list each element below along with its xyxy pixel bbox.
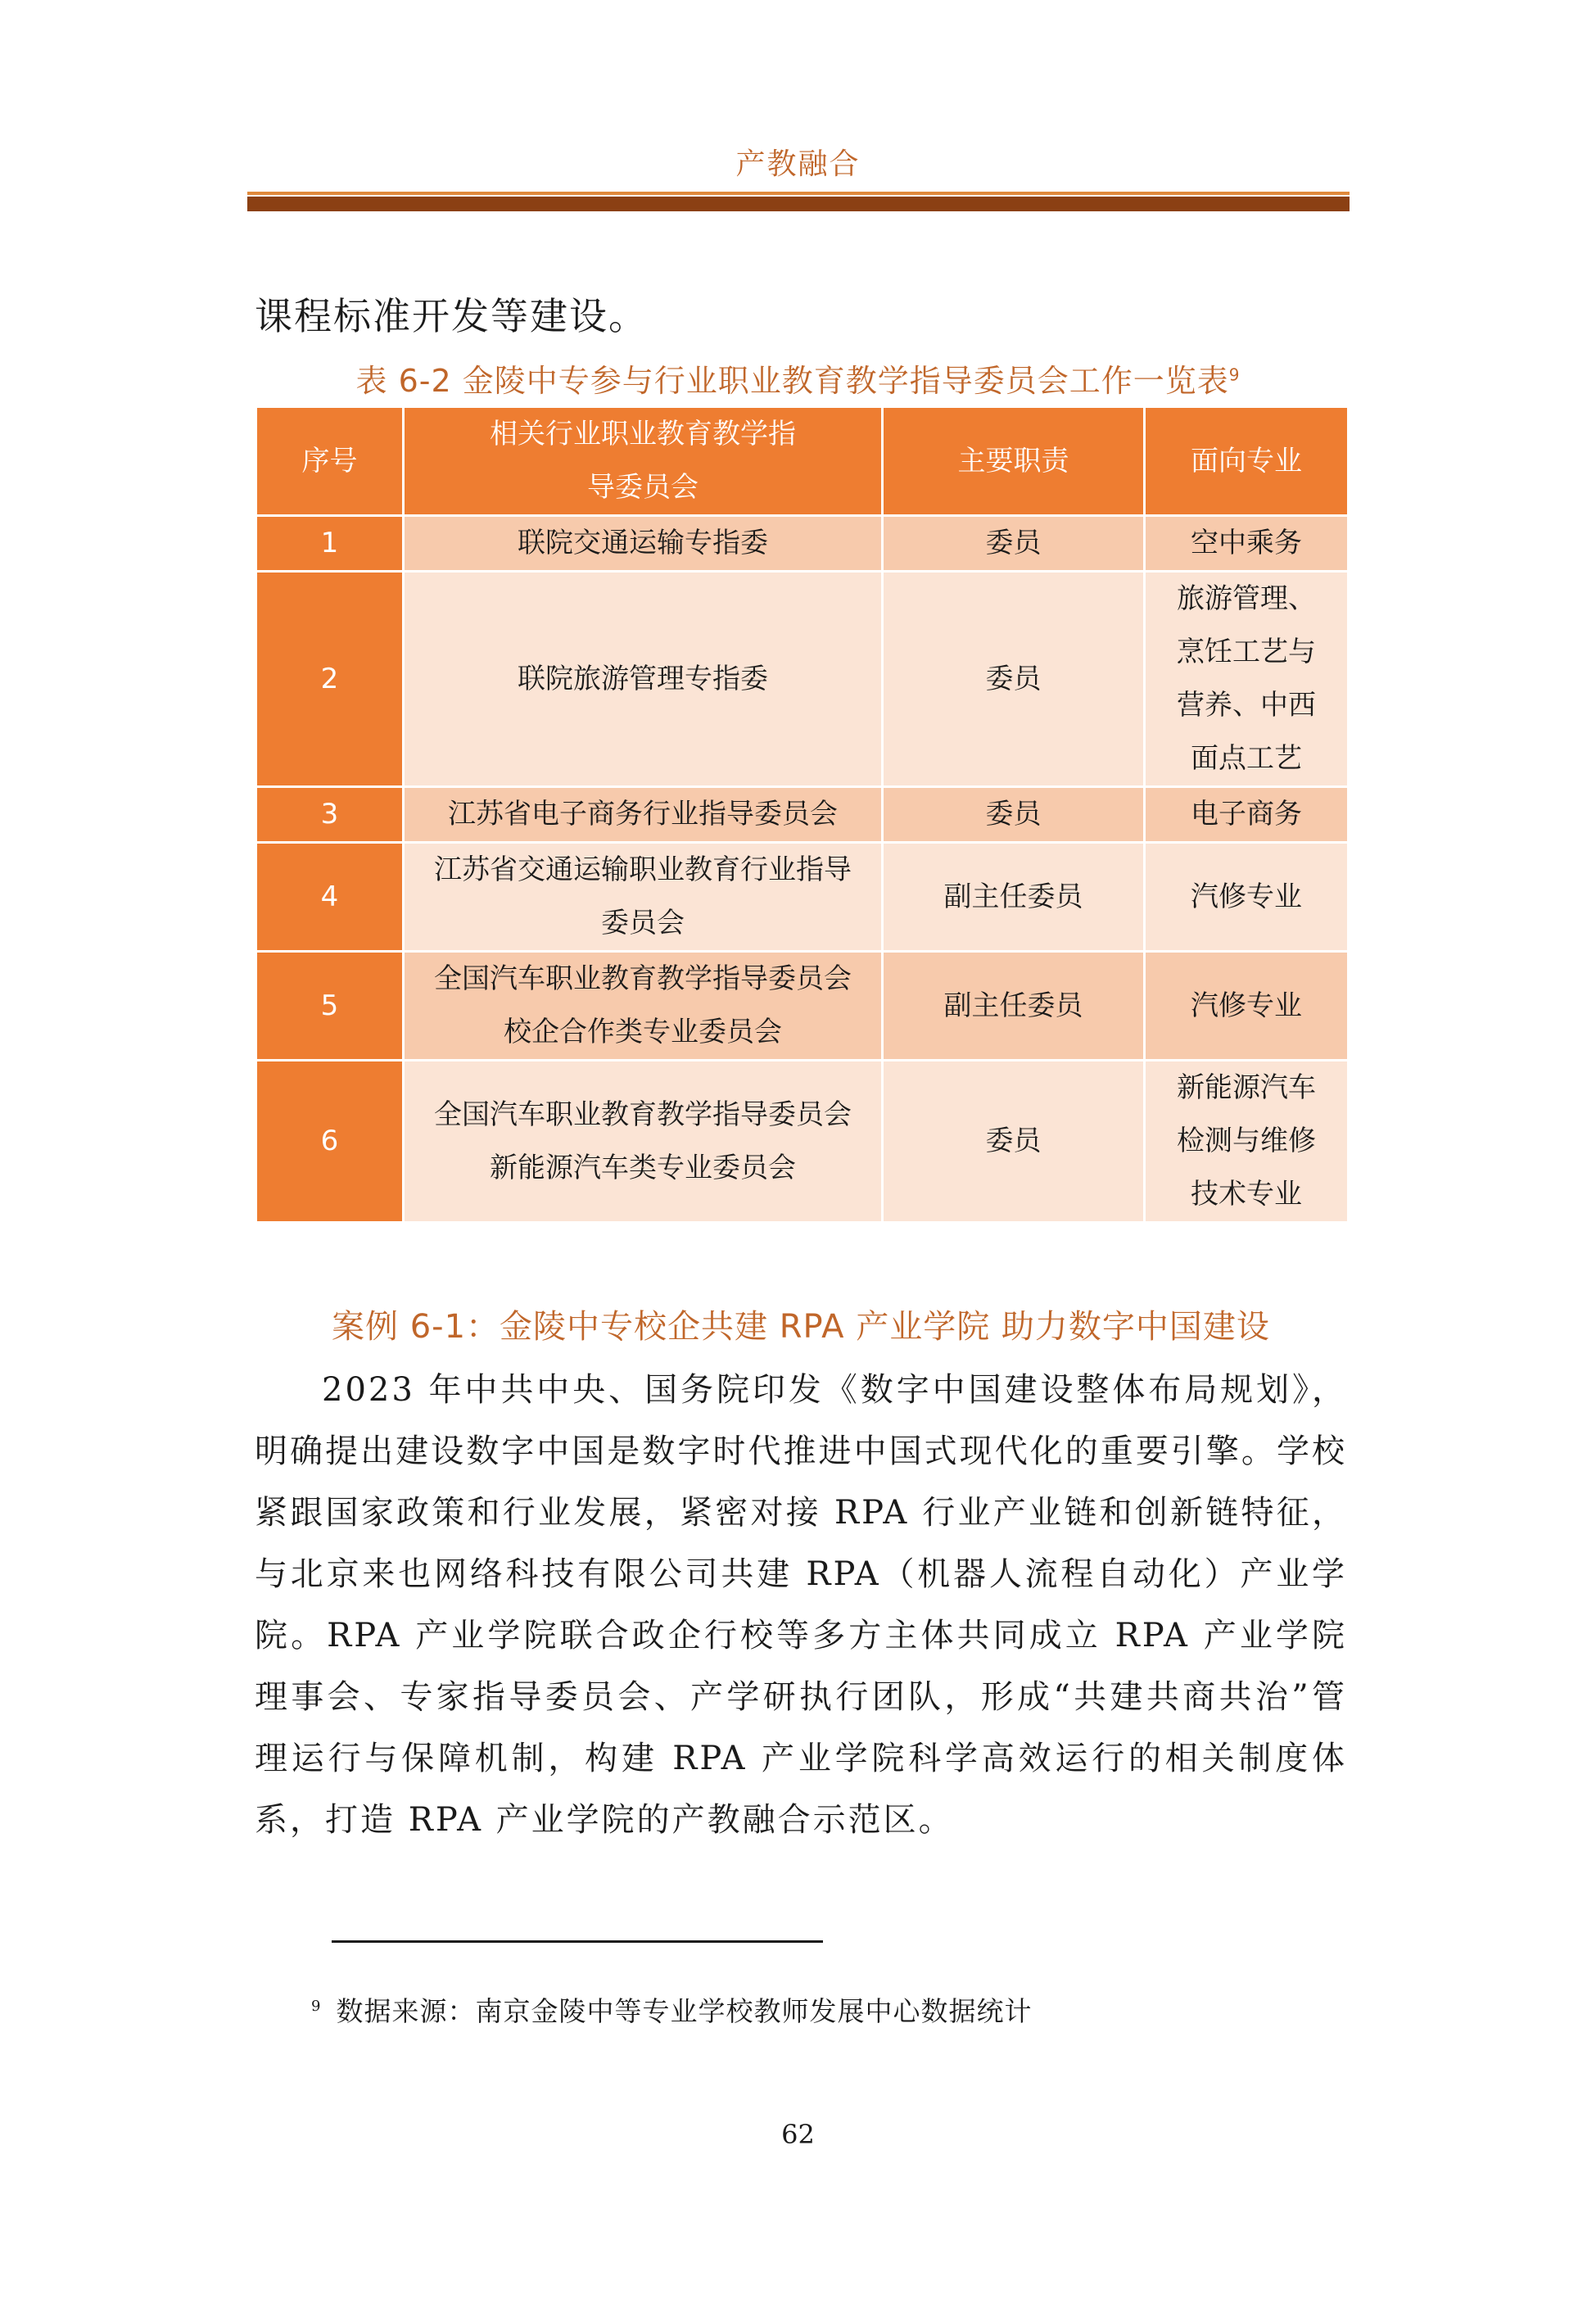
page-number: 62 (781, 2119, 815, 2150)
col-header-committee: 相关行业职业教育教学指导委员会 (404, 407, 883, 516)
row-committee: 全国汽车职业教育教学指导委员会校企合作类专业委员会 (404, 952, 883, 1061)
col-header-major: 面向专业 (1145, 407, 1349, 516)
table-row (256, 843, 1349, 952)
header-rule-thick (247, 197, 1350, 211)
row-major: 电子商务 (1145, 787, 1349, 843)
row-no: 2 (256, 572, 404, 787)
table-caption-text: 表 6-2 金陵中专参与行业职业教育教学指导委员会工作一览表 (355, 363, 1229, 399)
table-row (256, 787, 1349, 843)
row-major: 旅游管理、烹饪工艺与营养、中西面点工艺 (1145, 572, 1349, 787)
table-row (256, 952, 1349, 1061)
table-row (256, 516, 1349, 572)
row-role: 副主任委员 (883, 843, 1145, 952)
case-title: 案例 6-1：金陵中专校企共建 RPA 产业学院 助力数字中国建设 (332, 1308, 1270, 1346)
row-committee: 全国汽车职业教育教学指导委员会新能源汽车类专业委员会 (404, 1061, 883, 1223)
row-role: 委员 (883, 787, 1145, 843)
table-row (256, 572, 1349, 787)
row-role: 委员 (883, 1061, 1145, 1223)
row-major: 汽修专业 (1145, 843, 1349, 952)
case-paragraph: 2023 年中共中央、国务院印发《数字中国建设整体布局规划》，明确提出建设数字中国是数字时代推进中国式现代化的重要引擎。学校紧跟国家政策和行业发展，紧密对接 RPA 行业产业链和创新链特征，与北京来也网络科技有限公司共建 RPA（机器人流程自动化）产业学院。RPA 产业学院联合政企行校等多方主体共同成立 RPA 产业学院理事会、专家指导委员会、产学研执行团队，形成“共建共商共治”管理运行与保障机制，构建 RPA 产业学院科学高效运行的相关制度体系，打造 RPA 产业学院的产教融合示范区。 (255, 1371, 1347, 1839)
table-row (256, 1061, 1349, 1223)
row-role: 委员 (883, 516, 1145, 572)
footnote (311, 1990, 1032, 2029)
row-committee: 联院交通运输专指委 (404, 516, 883, 572)
table-caption (0, 355, 1596, 401)
committee-table (255, 405, 1350, 1224)
header-rule-thin (247, 192, 1350, 195)
row-committee: 联院旅游管理专指委 (404, 572, 883, 787)
row-role: 委员 (883, 572, 1145, 787)
col-header-role: 主要职责 (883, 407, 1145, 516)
row-committee: 江苏省电子商务行业指导委员会 (404, 787, 883, 843)
row-major: 空中乘务 (1145, 516, 1349, 572)
row-major: 新能源汽车检测与维修技术专业 (1145, 1061, 1349, 1223)
running-header: 产教融合 (735, 147, 861, 181)
row-role: 副主任委员 (883, 952, 1145, 1061)
table-caption-note-mark: 9 (1228, 364, 1241, 385)
row-major: 汽修专业 (1145, 952, 1349, 1061)
row-no: 3 (256, 787, 404, 843)
footnote-rule (332, 1940, 823, 1943)
lead-line: 课程标准开发等建设。 (255, 294, 648, 338)
table-header-row (256, 407, 1349, 516)
row-no: 1 (256, 516, 404, 572)
row-no: 4 (256, 843, 404, 952)
col-header-no: 序号 (256, 407, 404, 516)
row-committee: 江苏省交通运输职业教育行业指导委员会 (404, 843, 883, 952)
row-no: 5 (256, 952, 404, 1061)
footnote-text: 数据来源：南京金陵中等专业学校教师发展中心数据统计 (336, 1995, 1033, 2027)
footnote-mark: 9 (311, 1998, 322, 2015)
row-no: 6 (256, 1061, 404, 1223)
